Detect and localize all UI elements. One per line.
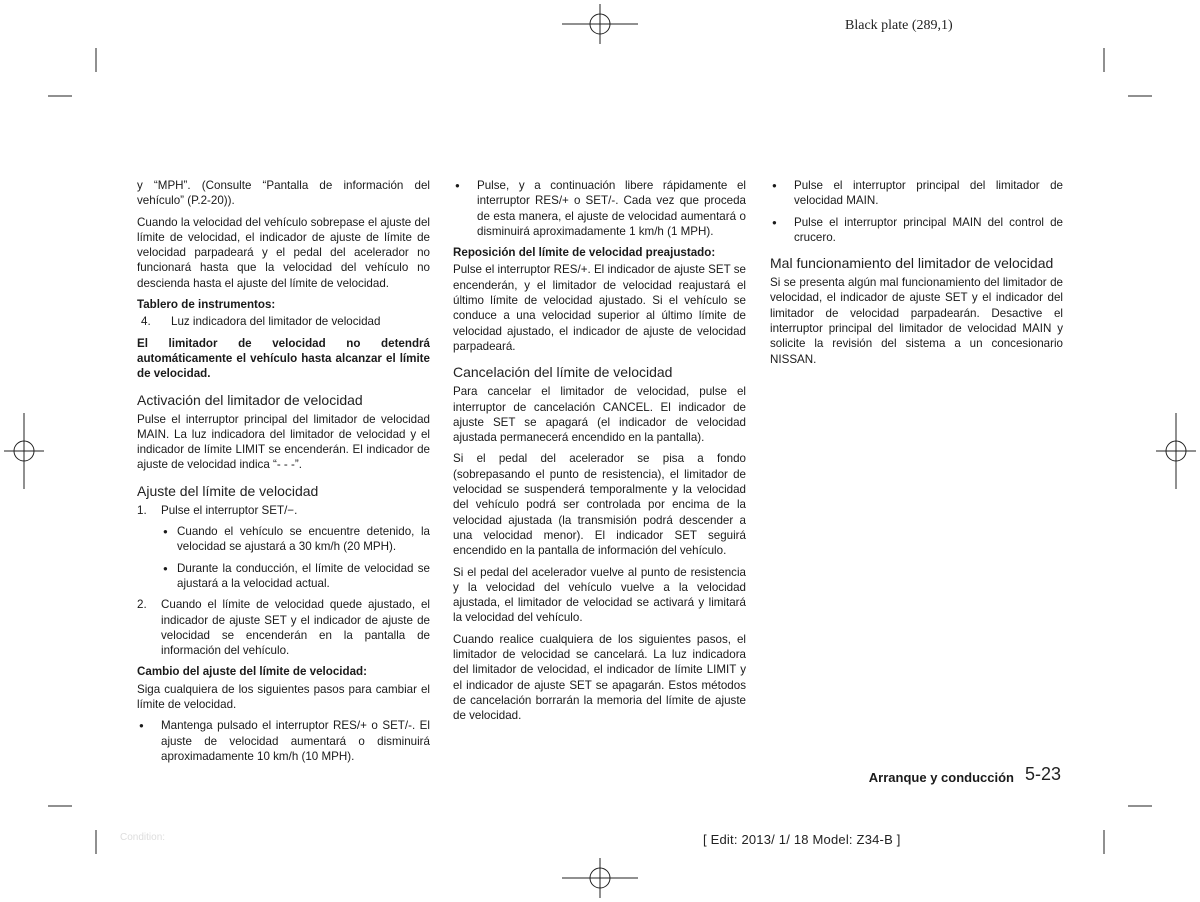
subheading: Tablero de instrumentos:: [137, 298, 276, 312]
bullet-item: ● Mantenga pulsado el interruptor RES/+ o SET/-. El ajuste de velocidad aumentará o disminuirá aproximadamente 10 km/h (10 MPH).: [137, 718, 430, 764]
subheading: Reposición del límite de velocidad preajustado:: [453, 246, 716, 260]
item-number: 2.: [137, 598, 147, 612]
footer-section-title: Arranque y conducción: [868, 770, 1014, 785]
edit-info: [ Edit: 2013/ 1/ 18 Model: Z34-B ]: [703, 832, 901, 847]
paragraph: Siga cualquiera de los siguientes pasos para cambiar el límite de velocidad.: [137, 682, 430, 712]
numbered-item: [137, 314, 430, 329]
paragraph: Pulse el interruptor principal del limitador de velocidad MAIN. La luz indicadora del limitador de velocidad y el indicador de límite LIMIT se encenderán. El indicador de ajuste de velocidad indica “- - -”.: [137, 412, 430, 472]
paragraph: y “MPH”. (Consulte “Pantalla de información del vehículo” (P.2-20)).: [137, 179, 430, 208]
section-heading: Cancelación del límite de velocidad: [453, 364, 673, 381]
paragraph: Si el pedal del acelerador se pisa a fondo (sobrepasando el punto de resistencia), el limitador de velocidad se suspenderá temporalmente y la velocidad del vehículo podrá ser controlada por encima de la velocidad ajustada (la transmisión podrá descender a una velocidad menor). El indicador SET seguirá encendido en la pantalla de información del vehículo.: [453, 452, 746, 558]
bullet-item: ● Pulse el interruptor principal MAIN del control de crucero.: [770, 215, 1063, 246]
item-text: Luz indicadora del limitador de velocidad: [171, 315, 381, 329]
paragraph: Cuando la velocidad del vehículo sobrepase el ajuste del límite de velocidad, el indicador de ajuste de límite de velocidad parpadeará y el pedal del acelerador no funcionará hasta que la velocidad del vehículo no descienda hasta el ajuste del límite de velocidad.: [137, 215, 430, 290]
numbered-item: [137, 503, 430, 518]
black-plate-label: Black plate (289,1): [845, 18, 953, 33]
numbered-item: [137, 597, 430, 658]
item-text: Pulse el interruptor SET/−.: [161, 503, 298, 517]
item-text: Cuando el límite de velocidad quede ajustado, el indicador de ajuste SET y el indicador de ajuste de velocidad se encenderán en la pantalla de información del vehículo.: [161, 598, 430, 658]
section-heading: Mal funcionamiento del limitador de velocidad: [770, 255, 1054, 272]
bullet-item: ● Pulse, y a continuación libere rápidamente el interruptor RES/+ o SET/-. Cada vez que proceda de esta manera, el ajuste de velocidad aumentará o disminuirá aproximadamente 1 km/h (1 MPH).: [453, 178, 746, 239]
paragraph: Para cancelar el limitador de velocidad, pulse el interruptor de cancelación CANCEL. El indicador de ajuste SET se apagará (el indicador de velocidad ajustada permanecerá encendido en la pantalla).: [453, 385, 746, 445]
paragraph: Si el pedal del acelerador vuelve al punto de resistencia y la velocidad del vehículo vuelve a la velocidad ajustada, el limitador de velocidad se activará y limitará la velocidad del vehículo.: [453, 565, 746, 625]
item-number: 4.: [141, 315, 151, 329]
paragraph: Cuando realice cualquiera de los siguientes pasos, el limitador de velocidad se cancelará. La luz indicadora del limitador de velocidad, el indicador de límite LIMIT y el indicador de ajuste SET se apagarán. Estos métodos de cancelación borrarán la memoria del límite de ajuste de velocidad.: [453, 632, 746, 723]
paragraph: Pulse el interruptor RES/+. El indicador de ajuste SET se encenderán, y el limitador de velocidad reajustará el último límite de velocidad ajustado. Si el vehículo se conduce a una velocidad superior al último límite de velocidad ajustado, el indicador de ajuste de velocidad parpadeará.: [453, 263, 746, 353]
section-heading: Ajuste del límite de velocidad: [137, 482, 319, 499]
section-heading: Activación del limitador de velocidad: [137, 391, 363, 408]
column-middle: [453, 178, 746, 730]
item-number: 1.: [137, 503, 147, 517]
sub-bullet-item: ● Durante la conducción, el límite de velocidad se ajustará a la velocidad actual.: [137, 561, 430, 592]
subheading: Cambio del ajuste del límite de velocidad:: [137, 665, 368, 679]
page-number: 5-23: [1025, 764, 1062, 784]
column-left: [137, 178, 430, 770]
sub-bullet-item: ● Cuando el vehículo se encuentre detenido, la velocidad se ajustará a 30 km/h (20 MPH).: [137, 524, 430, 555]
column-right: [770, 178, 1063, 373]
condition-label: Condition:: [120, 832, 166, 843]
bullet-item: ● Pulse el interruptor principal del limitador de velocidad MAIN.: [770, 178, 1063, 209]
paragraph: Si se presenta algún mal funcionamiento del limitador de velocidad, el indicador de ajuste SET y el indicador del limitador de velocidad parpadearán. Desactive el interruptor principal del limitador de velocidad MAIN y solicite la revisión del sistema a un concesionario NISSAN.: [770, 276, 1063, 366]
warning-text: El limitador de velocidad no detendrá automáticamente el vehículo hasta alcanzar el límite de velocidad.: [137, 336, 430, 381]
